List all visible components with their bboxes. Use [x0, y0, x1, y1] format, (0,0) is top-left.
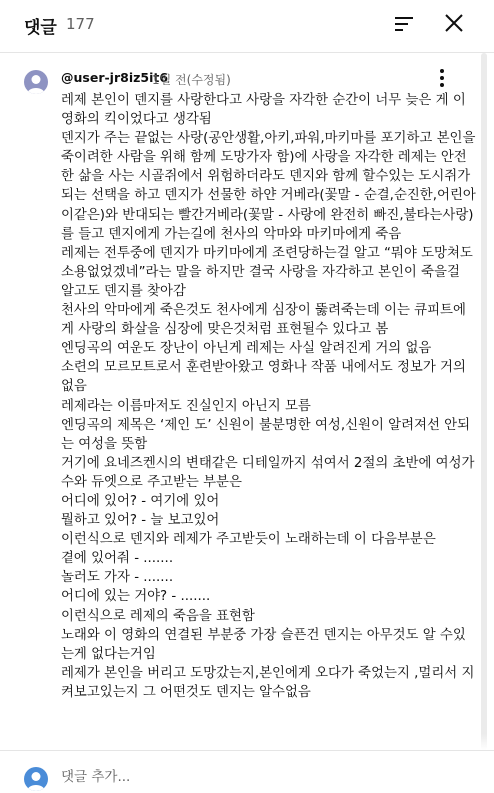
reply-bar — [0, 751, 494, 793]
comment-line: 레제라는 이름마저도 진실인지 아닌지 모름 — [61, 398, 311, 414]
comment-line: 뭘하고 있어? - 늘 보고있어 — [61, 513, 220, 529]
comment-line: 레제는 전투중에 덴지가 마키마에게 조련당하는걸 알고 “뭐야 도망쳐도 소용없었겠네”라는 말을 하지만 결국 사랑을 자각하고 본인이 죽을걸 알고도 덴지를 찾아감 — [61, 245, 473, 299]
comment-time[interactable]: 1일 전(수정됨) — [152, 73, 231, 87]
comment-line: 놀러도 가자 - ....... — [61, 570, 174, 586]
comment-line: 이런식으로 덴지와 레제가 주고받듯이 노래하는데 이 다음부분은 — [61, 532, 436, 548]
comment-line: 거기에 요네즈켄시의 변태같은 디테일까지 섞여서 2절의 초반에 여성가수와 듀엣으로 주고받는 부분은 — [61, 455, 475, 490]
my-avatar-icon — [24, 767, 48, 791]
comment-author[interactable]: @user-jr8iz5it6 — [61, 70, 169, 85]
comment-line: 노래와 이 영화의 연결된 부분중 가장 슬픈건 덴지는 아무것도 알 수있는게 없다는거임 — [61, 627, 466, 662]
comment-line: 덴지가 주는 끝없는 사랑(공안생활,아키,파워,마키마를 포기하고 본인을 죽이려한 사람을 위해 함께 도망가자 함)에 사랑을 자각한 레제는 안전한 삶을 사는 시골쥐에서 위험하더라도 덴지와 함께 할수있는 도시쥐가 되는 선택을 하고 덴지가 선물한 하얀 거베라(꽃말 - 순결,순진한,어린아이같은)와 반대되는 빨간거베라(꽃말 - 사랑에 완전히 빠진,불타는사랑)를 들고 덴지에게 가는길에 천사의 악마와 마키마에게 죽음 — [61, 131, 476, 242]
comment-text — [61, 91, 476, 702]
comment-line: 엔딩곡의 여운도 장난이 아닌게 레제는 사실 알려진게 거의 없음 — [61, 341, 432, 357]
scrollbar[interactable] — [480, 53, 488, 750]
close-icon[interactable] — [443, 12, 465, 34]
sort-icon[interactable] — [394, 14, 414, 34]
scrollbar-thumb[interactable] — [481, 53, 487, 750]
comment-list[interactable] — [0, 53, 494, 750]
comment-line: 어디에 있는 거야? - ....... — [61, 589, 211, 605]
add-comment-input[interactable] — [61, 765, 461, 789]
comment-line: 천사의 악마에게 죽은것도 천사에게 심장이 뚫려죽는데 이는 큐피트에게 사랑의 화살을 심장에 맞은것처럼 표현될수 있다고 봄 — [61, 303, 466, 338]
comment-line: 이런식으로 레제의 죽음을 표현함 — [61, 608, 255, 624]
my-avatar[interactable] — [24, 767, 48, 791]
comment-line: 소련의 모르모트로서 훈련받아왔고 영화나 작품 내에서도 정보가 거의 없음 — [61, 360, 466, 395]
comments-title: 댓글 — [24, 18, 57, 38]
comments-header — [0, 0, 494, 52]
more-vert-icon[interactable] — [436, 67, 448, 89]
comments-count: 177 — [66, 15, 95, 33]
scroll-fade — [0, 734, 494, 750]
comment-line: 엔딩곡의 제목은 ‘제인 도’ 신원이 불분명한 여성,신원이 알려져선 안되는 여성을 뜻함 — [61, 417, 471, 452]
avatar[interactable] — [24, 70, 48, 94]
user-avatar-icon — [24, 70, 48, 94]
comment-line: 어디에 있어? - 여기에 있어 — [61, 493, 220, 509]
comment-line: 레제 본인이 덴지를 사랑한다고 사랑을 자각한 순간이 너무 늦은 게 이 영화의 킥이었다고 생각됨 — [61, 93, 466, 128]
comment-line: 레제가 본인을 버리고 도망갔는지,본인에게 오다가 죽었는지 ,멀리서 지켜보고있는지 그 어떤것도 덴지는 알수없음 — [61, 665, 475, 700]
comment-line: 곁에 있어줘 - ....... — [61, 551, 174, 567]
